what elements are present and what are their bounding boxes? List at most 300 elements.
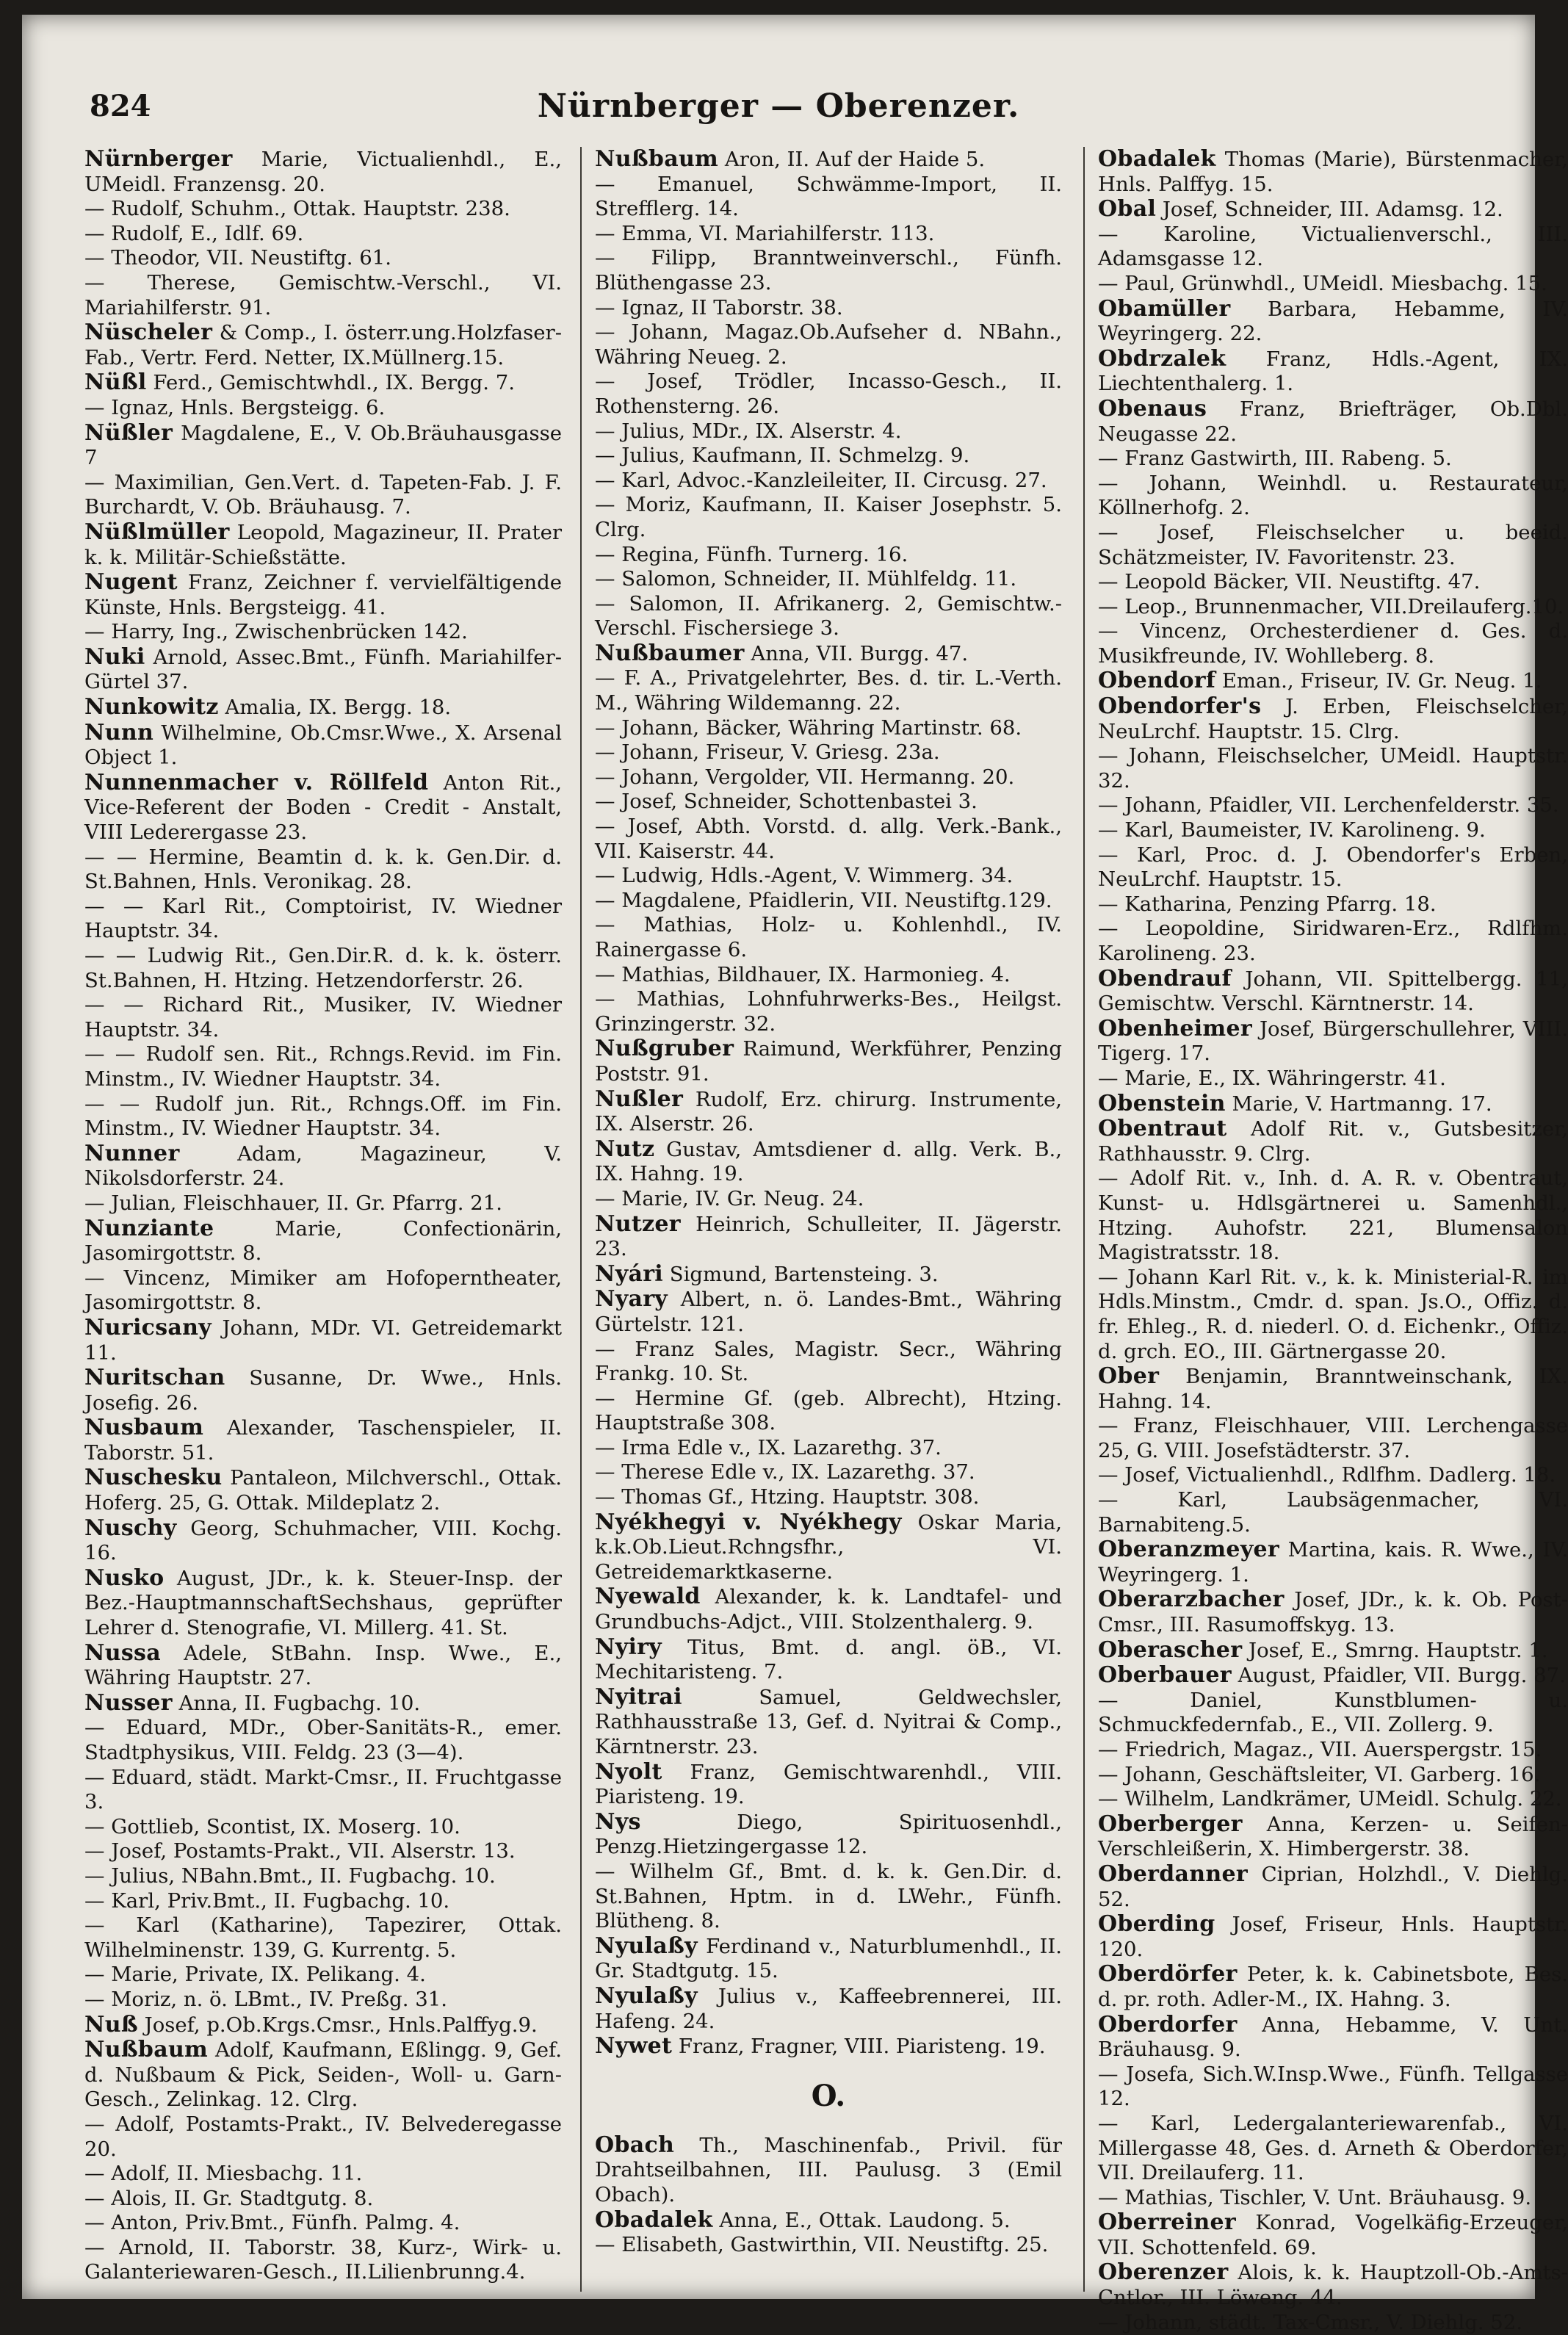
directory-entry [595, 1436, 1062, 1461]
entry-text: Peter, k. k. Cabinetsbote, Bes. d. pr. roth. Adler-M., IX. Hahng. 3. [1098, 1963, 1568, 2011]
page-title: Nürnberger — Oberenzer. [537, 87, 1020, 125]
entry-text: Alexander, k. k. Landtafel- und Grundbuchs-Adjct., VIII. Stolzenthalerg. 9. [595, 1585, 1062, 1634]
directory-entry [84, 197, 562, 222]
entry-text: — Hermine Gf. (geb. Albrecht), Htzing. Hauptstraße 308. [595, 1386, 1062, 1435]
entry-text: — Karl, Baumeister, IV. Karolineng. 9. [1098, 818, 1486, 842]
entry-text: — Emma, VI. Mariahilferstr. 113. [595, 221, 935, 245]
entry-text: — Magdalene, Pfaidlerin, VII. Neustiftg.129. [595, 888, 1052, 912]
entry-surname: Nuschy [84, 1515, 177, 1541]
entry-text: — Franz Gastwirth, III. Rabeng. 5. [1098, 447, 1452, 471]
entry-surname: Nussa [84, 1639, 161, 1666]
entry-text: — Johann, städt. Tax-Cmsr., V. Diehlg. 52. [1098, 2310, 1523, 2334]
entry-text: Susanne, Dr. Wwe., Hnls. Josefig. 26. [84, 1366, 562, 1415]
entry-text: — Theodor, VII. Neustiftg. 61. [84, 246, 392, 270]
directory-entry [84, 147, 562, 197]
directory-entry [1098, 2210, 1568, 2260]
directory-entry [595, 1934, 1062, 1984]
entry-text: Alois, k. k. Hauptzoll-Ob.-Amts-Cntlor., III. Löweng. 44. [1098, 2261, 1568, 2310]
directory-entry [1098, 668, 1568, 694]
entry-surname: Obendrauf [1098, 965, 1232, 992]
entry-text: — Julius, MDr., IX. Alserstr. 4. [595, 419, 902, 443]
entry-text: — Karl, Advoc.-Kanzleileiter, II. Circusg. 27. [595, 468, 1047, 492]
entry-text: — Karl, Laubsägenmacher, VI. Barnabiteng.5. [1098, 1488, 1568, 1537]
directory-entry [1098, 2311, 1568, 2335]
directory-entry [84, 695, 562, 721]
entry-text: Pantaleon, Milchverschl., Ottak. Hoferg. 25, G. Ottak. Mildeplatz 2. [84, 1466, 562, 1515]
column-divider [1083, 147, 1085, 2292]
entry-text: — Vincenz, Mimiker am Hofoperntheater, Jasomirgottstr. 8. [84, 1266, 562, 1315]
directory-entry [84, 1839, 562, 1864]
entry-text: & Comp., I. österr.ung.Holzfaser-Fab., Vertr. Ferd. Netter, IX.Müllnerg.15. [84, 321, 562, 369]
entry-text: Adele, StBahn. Insp. Wwe., E., Währing Hauptstr. 27. [84, 1641, 562, 1690]
directory-entry [595, 147, 1062, 173]
entry-text: Anna, VII. Burgg. 47. [744, 641, 969, 665]
directory-entry [595, 1460, 1062, 1485]
directory-entry [595, 1810, 1062, 1860]
directory-entry [1098, 2112, 1568, 2186]
directory-entry [1098, 818, 1568, 843]
entry-surname: Nuschesku [84, 1465, 223, 1491]
entry-surname: Nyári [595, 1260, 663, 1287]
entry-surname: Obdrzalek [1098, 345, 1226, 372]
directory-entry [1098, 1638, 1568, 1664]
entry-text: — Irma Edle v., IX. Lazarethg. 37. [595, 1435, 942, 1459]
column-divider [580, 147, 582, 2292]
entry-text: — Adolf Rit. v., Inh. d. A. R. v. Obentraut, Kunst- u. Hdlsgärtnerei u. Samenhdl., Htzing. Auhofstr. 221, Blumensalon Magistratsstr. 18. [1098, 1166, 1568, 1265]
entry-text: — Friedrich, Magaz., VII. Auerspergstr. 15. [1098, 1738, 1542, 1761]
entry-surname: Nunnenmacher v. Röllfeld [84, 769, 429, 795]
directory-entry [595, 246, 1062, 295]
directory-entry [84, 1191, 562, 1216]
entry-text: — Therese, Gemischtw.-Verschl., VI. Mariahilferstr. 91. [84, 270, 562, 320]
entry-surname: Nußbaumer [595, 640, 745, 666]
directory-entry [84, 1641, 562, 1691]
entry-text: — Leopold Bäcker, VII. Neustiftg. 47. [1098, 570, 1481, 594]
entry-surname: Nyékhegyi v. Nyékhegy [595, 1509, 902, 1535]
entry-surname: Obadalek [595, 2206, 713, 2233]
entry-text: Benjamin, Branntweinschank, IX. Hahng. 14. [1098, 1365, 1568, 1413]
directory-entry [1098, 1067, 1568, 1091]
directory-entry [84, 1415, 562, 1465]
entry-text: — — Karl Rit., Comptoirist, IV. Wiedner Hauptstr. 34. [84, 894, 562, 943]
entry-surname: Oberarzbacher [1098, 1587, 1285, 1613]
directory-entry [595, 666, 1062, 715]
entry-surname: Nuritschan [84, 1365, 225, 1391]
directory-entry [1098, 1091, 1568, 1117]
entry-text: — Karl, Priv.Bmt., II. Fugbachg. 10. [84, 1888, 450, 1913]
directory-entry [595, 1338, 1062, 1387]
entry-text: — Karl, Ledergalanteriewarenfab., VI. Millergasse 48, Ges. d. Arneth & Oberdorfer, VII. Dreilauferg. 11. [1098, 2111, 1568, 2185]
directory-entry [1098, 1488, 1568, 1537]
entry-text: — Leop., Brunnenmacher, VII.Dreilauferg.10. [1098, 594, 1564, 618]
directory-entry [595, 444, 1062, 469]
directory-entry [84, 1913, 562, 1963]
directory-entry [1098, 843, 1568, 892]
directory-entry [84, 471, 562, 520]
entry-text: Oskar Maria, k.k.Ob.Lieut.Rchngsfhr., VI. Getreidemarktkaserne. [595, 1510, 1062, 1584]
entry-text: Albert, n. ö. Landes-Bmt., Währing Gürtelstr. 121. [595, 1288, 1062, 1336]
entry-surname: Nusbaum [84, 1415, 204, 1441]
directory-entry [595, 2233, 1062, 2258]
directory-entry [595, 1860, 1062, 1934]
entry-text: Amalia, IX. Bergg. 18. [218, 696, 452, 720]
entry-text: — Salomon, II. Afrikanerg. 2, Gemischtw.-Verschl. Fischersiege 3. [595, 591, 1062, 640]
directory-entry [1098, 694, 1568, 744]
directory-entry [595, 740, 1062, 765]
entry-text: Diego, Spirituosenhdl., Penzg.Hietzingergasse 12. [595, 1810, 1062, 1859]
entry-text: Rudolf, Erz. chirurg. Instrumente, IX. Alserstr. 26. [595, 1087, 1062, 1136]
directory-entry [84, 421, 562, 471]
entry-text: Heinrich, Schulleiter, II. Jägerstr. 23. [595, 1212, 1062, 1261]
entry-surname: Nüßler [84, 419, 173, 446]
directory-entry [595, 1187, 1062, 1212]
directory-entry [595, 173, 1062, 222]
directory-entry [84, 895, 562, 944]
entry-text: Barbara, Hebamme, IV. Weyringerg. 22. [1098, 297, 1568, 346]
entry-surname: Nunner [84, 1140, 180, 1166]
entry-surname: Nyewald [595, 1584, 701, 1610]
entry-text: — Johann Karl Rit. v., k. k. Ministerial-R. im Hdls.Minstm., Cmdr. d. span. Js.O., Offiz. d. fr. Ehleg., R. d. niederl. O. d. Eichenkr., Offiz. d. grch. EO., III. Gärtnergasse 20. [1098, 1265, 1568, 1363]
entry-text: — Johann, Weinhdl. u. Restaurateur, Köllnerhofg. 2. [1098, 471, 1568, 520]
directory-entry [84, 845, 562, 895]
directory-entry [84, 1365, 562, 1415]
directory-entry [84, 2112, 562, 2162]
directory-entry [1098, 793, 1568, 818]
entry-text: — Thomas Gf., Htzing. Hauptstr. 308. [595, 1485, 980, 1509]
entry-text: — Wilhelm Gf., Bmt. d. k. k. Gen.Dir. d. St.Bahnen, Hptm. in d. LWehr., Fünfh. Blütheng. 8. [595, 1859, 1062, 1933]
entry-text: — Josef, Postamts-Prakt., VII. Alserstr. 13. [84, 1839, 516, 1863]
entry-text: Franz, Fragner, VIII. Piaristeng. 19. [672, 2035, 1046, 2059]
directory-entry [1098, 595, 1568, 620]
entry-text: — Josef, Abth. Vorstd. d. allg. Verk.-Bank., VII. Kaiserstr. 44. [595, 815, 1062, 863]
directory-entry [595, 493, 1062, 542]
entry-text: Franz, Hdls.-Agent, IX. Liechtenthalerg. 1. [1098, 347, 1568, 396]
entry-text: — Wilhelm, Landkrämer, UMeidl. Schulg. 22. [1098, 1787, 1562, 1811]
directory-entry [1098, 472, 1568, 521]
entry-text: — Paul, Grünwhdl., UMeidl. Miesbachg. 15. [1098, 271, 1547, 295]
column-1 [84, 147, 562, 2292]
directory-entry [595, 2208, 1062, 2234]
entry-text: — Moriz, Kaufmann, II. Kaiser Josephstr. 5. Clrg. [595, 493, 1062, 541]
directory-entry [1098, 2186, 1568, 2211]
directory-entry [1098, 2013, 1568, 2062]
directory-entry [595, 815, 1062, 864]
entry-text: Adolf, Kaufmann, Eßlingg. 9, Gef. d. Nußbaum & Pick, Seiden-, Woll- u. Garn-Gesch., Zelinkag. 12. Clrg. [84, 2038, 562, 2112]
entry-surname: Nüßlmüller [84, 519, 230, 545]
entry-text: Konrad, Vogelkäfig-Erzeuger, VII. Schottenfeld. 69. [1098, 2211, 1568, 2259]
entry-text: Anna, E., Ottak. Laudong. 5. [712, 2208, 1011, 2232]
directory-entry [595, 1036, 1062, 1086]
directory-entry [84, 370, 562, 396]
entry-text: — Vincenz, Orchesterdiener d. Ges. d. Musikfreunde, IV. Wohlleberg. 8. [1098, 619, 1568, 668]
entry-text: — Johann, Bäcker, Währing Martinstr. 68. [595, 715, 1022, 740]
directory-entry [595, 889, 1062, 914]
directory-entry [1098, 1862, 1568, 1912]
directory-entry [84, 2162, 562, 2187]
entry-surname: Obenaus [1098, 395, 1207, 422]
entry-surname: Oberdorfer [1098, 2011, 1238, 2038]
entry-text: Ferdinand v., Naturblumenhdl., II. Gr. Stadtgutg. 15. [595, 1934, 1062, 1983]
entry-text: — Maximilian, Gen.Vert. d. Tapeten-Fab. J. F. Burchardt, V. Ob. Bräuhausg. 7. [84, 470, 562, 519]
entry-text: Samuel, Geldwechsler, Rathhausstraße 13, Gef. d. Nyitrai & Comp., Kärntnerstr. 23. [595, 1685, 1062, 1758]
directory-entry [84, 770, 562, 845]
directory-entry [84, 1963, 562, 1988]
entry-surname: Oberascher [1098, 1636, 1243, 1663]
directory-entry [84, 320, 562, 370]
entry-text: Franz, Briefträger, Ob.Dbl. Neugasse 22. [1098, 397, 1568, 446]
directory-entry [84, 1716, 562, 1765]
entry-surname: Nyary [595, 1286, 668, 1313]
entry-text: Eman., Friseur, IV. Gr. Neug. 1. [1215, 669, 1542, 693]
directory-entry [84, 396, 562, 421]
entry-text: Johann, MDr. VI. Getreidemarkt 11. [84, 1316, 562, 1365]
entry-text: — Daniel, Kunstblumen- u. Schmuckfedernfab., E., VII. Zollerg. 9. [1098, 1688, 1568, 1737]
directory-entry [1098, 1537, 1568, 1587]
entry-text: — Anton, Priv.Bmt., Fünfh. Palmg. 4. [84, 2211, 460, 2235]
entry-surname: Nusko [84, 1565, 165, 1591]
directory-entry [1098, 619, 1568, 668]
entry-surname: Nüßl [84, 369, 147, 396]
entry-text: — Leopoldine, Siridwaren-Erz., Rdlfhm. Karolineng. 23. [1098, 917, 1568, 965]
entry-text: — Mathias, Holz- u. Kohlenhdl., IV. Rainergasse 6. [595, 913, 1062, 961]
directory-entry [1098, 297, 1568, 347]
entry-surname: Nunkowitz [84, 694, 219, 721]
entry-surname: Oberding [1098, 1911, 1215, 1938]
entry-surname: Nüscheler [84, 320, 213, 346]
entry-text: Titus, Bmt. d. angl. öB., VI. Mechitaristeng. 7. [595, 1635, 1062, 1684]
entry-text: — Alois, II. Gr. Stadtgutg. 8. [84, 2186, 374, 2210]
entry-text: Gustav, Amtsdiener d. allg. Verk. B., IX. Hahng. 19. [595, 1137, 1062, 1186]
entry-text: Sigmund, Bartensteing. 3. [663, 1262, 939, 1286]
entry-surname: Oberberger [1098, 1811, 1243, 1837]
entry-text: — F. A., Privatgelehrter, Bes. d. tir. L.-Verth. M., Währing Wildemanng. 22. [595, 666, 1062, 715]
entry-text: Aron, II. Auf der Haide 5. [718, 148, 986, 171]
directory-entry [1098, 447, 1568, 472]
directory-entry [84, 246, 562, 271]
entry-text: — Karl (Katharine), Tapezirer, Ottak. Wilhelminenstr. 139, G. Kurrentg. 5. [84, 1913, 562, 1962]
entry-text: Ciprian, Holzhdl., V. Diehlg. 52. [1098, 1862, 1568, 1911]
entry-text: Anna, II. Fugbachg. 10. [172, 1691, 421, 1715]
entry-text: — Elisabeth, Gastwirthin, VII. Neustiftg. 25. [595, 2233, 1049, 2257]
directory-entry [1098, 223, 1568, 272]
section-letter: O. [811, 2078, 846, 2113]
entry-text: Marie, V. Hartmanng. 17. [1225, 1091, 1492, 1116]
entry-text: Anton Rit., Vice-Referent der Boden - Credit - Anstalt, VIII Lederergasse 23. [84, 770, 562, 845]
entry-surname: Nuki [84, 643, 145, 670]
directory-entry [84, 2236, 562, 2285]
entry-text: — Mathias, Lohnfuhrwerks-Bes., Heilgst. Grinzingerstr. 32. [595, 987, 1062, 1036]
directory-entry [1098, 1463, 1568, 1488]
entry-text: Georg, Schuhmacher, VIII. Kochg. 16. [84, 1516, 562, 1565]
entry-surname: Obal [1098, 196, 1157, 223]
entry-text: — Emanuel, Schwämme-Import, II. Strefflerg. 14. [595, 172, 1062, 221]
entry-text: — Ignaz, II Taborstr. 38. [595, 295, 843, 320]
entry-text: — Julian, Fleischhauer, II. Gr. Pfarrg. 21. [84, 1191, 503, 1215]
entry-surname: Obenstein [1098, 1090, 1226, 1116]
entry-text: — — Ludwig Rit., Gen.Dir.R. d. k. k. österr. St.Bahnen, H. Htzing. Hetzendorferstr. 26. [84, 944, 562, 992]
entry-surname: Nußbaum [595, 146, 719, 172]
directory-entry [595, 987, 1062, 1036]
directory-entry [1098, 397, 1568, 447]
entry-surname: Nutz [595, 1136, 655, 1162]
page-header [22, 15, 1535, 125]
directory-entry [1098, 917, 1568, 966]
entry-surname: Nyolt [595, 1758, 662, 1785]
directory-entry [1098, 1116, 1568, 1166]
directory-entry [595, 963, 1062, 988]
entry-text: — Josef, Trödler, Incasso-Gesch., II. Rothensterng. 26. [595, 369, 1062, 418]
entry-text: Franz, Zeichner f. vervielfältigende Künste, Hnls. Bergsteigg. 41. [84, 571, 562, 619]
directory-entry [84, 620, 562, 645]
entry-surname: Obamüller [1098, 295, 1231, 322]
entry-surname: Oberanzmeyer [1098, 1537, 1280, 1563]
directory-entry [595, 716, 1062, 741]
entry-surname: Oberenzer [1098, 2259, 1229, 2286]
directory-entry [1098, 1763, 1568, 1788]
directory-entry [595, 1584, 1062, 1634]
entry-text: Anna, Hebamme, V. Unt. Bräuhausg. 9. [1098, 2013, 1568, 2062]
directory-entry [595, 765, 1062, 790]
entry-surname: Nyulaßy [595, 1932, 698, 1959]
entry-surname: Nyiry [595, 1634, 662, 1660]
entry-text: — Eduard, städt. Markt-Cmsr., II. Fruchtgasse 3. [84, 1765, 562, 1814]
directory-entry [595, 790, 1062, 815]
entry-text: — Johann, Friseur, V. Griesg. 23a. [595, 740, 940, 765]
entry-text: — Harry, Ing., Zwischenbrücken 142. [84, 620, 468, 644]
directory-entry [84, 1092, 562, 1141]
entry-text: Magdalene, E., V. Ob.Bräuhausgasse 7 [84, 421, 562, 470]
directory-entry [84, 1766, 562, 1815]
entry-text: — Josef, Victualienhdl., Rdlfhm. Dadlerg. 18. [1098, 1463, 1556, 1487]
directory-entry [84, 1465, 562, 1515]
directory-entry [84, 1988, 562, 2013]
directory-entry [595, 592, 1062, 641]
entry-text: — Therese Edle v., IX. Lazarethg. 37. [595, 1460, 975, 1484]
directory-entry [1098, 1663, 1568, 1689]
entry-text: — Regina, Fünfh. Turnerg. 16. [595, 542, 908, 566]
directory-columns [84, 146, 1568, 2334]
directory-entry [84, 520, 562, 570]
entry-text: Anna, Kerzen- u. Seifen-Verschleißerin, X. Himbergerstr. 38. [1098, 1812, 1568, 1861]
directory-entry [595, 1760, 1062, 1810]
directory-entry [1098, 2062, 1568, 2112]
directory-entry [595, 1510, 1062, 1585]
entry-surname: Nußbaum [84, 2037, 209, 2063]
directory-entry [1098, 1414, 1568, 1463]
directory-entry [84, 1889, 562, 1914]
entry-text: — Marie, IV. Gr. Neug. 24. [595, 1186, 864, 1210]
directory-entry [1098, 1364, 1568, 1414]
entry-text: — Marie, E., IX. Währingerstr. 41. [1098, 1066, 1446, 1090]
directory-entry [84, 570, 562, 620]
entry-text: Wilhelmine, Ob.Cmsr.Wwe., X. Arsenal Object 1. [84, 721, 562, 770]
entry-surname: Nyitrai [595, 1683, 682, 1710]
directory-entry [1098, 1266, 1568, 1364]
entry-text: — Julius, Kaufmann, II. Schmelzg. 9. [595, 444, 970, 468]
entry-text: — — Hermine, Beamtin d. k. k. Gen.Dir. d. St.Bahnen, Hnls. Veronikag. 28. [84, 845, 562, 894]
entry-text: — Eduard, MDr., Ober-Sanitäts-R., emer. Stadtphysikus, VIII. Feldg. 23 (3—4). [84, 1716, 562, 1764]
directory-entry [595, 369, 1062, 419]
entry-text: — Rudolf, Schuhm., Ottak. Hauptstr. 238. [84, 197, 510, 221]
entry-surname: Nywet [595, 2033, 673, 2060]
entry-text: Josef, E., Smrng. Hauptstr. 1. [1242, 1638, 1548, 1662]
directory-entry [1098, 2260, 1568, 2310]
entry-text: Marie, Confectionärin, Jasomirgottstr. 8. [84, 1216, 562, 1266]
entry-text: — Katharina, Penzing Pfarrg. 18. [1098, 892, 1437, 916]
entry-surname: Oberbauer [1098, 1662, 1232, 1689]
entry-text: Ferd., Gemischtwhdl., IX. Bergg. 7. [146, 371, 515, 395]
entry-surname: Nußler [595, 1086, 684, 1112]
entry-surname: Nunziante [84, 1215, 214, 1241]
directory-entry [84, 1516, 562, 1566]
directory-entry [84, 993, 562, 1042]
column-2 [595, 147, 1062, 2292]
directory-entry [595, 1485, 1062, 1510]
entry-surname: Nusser [84, 1689, 173, 1716]
directory-entry [84, 1216, 562, 1266]
directory-entry [595, 641, 1062, 667]
directory-entry [595, 1387, 1062, 1436]
directory-entry [1098, 1962, 1568, 2012]
entry-text: — Johann, Vergolder, VII. Hermanng. 20. [595, 765, 1015, 789]
entry-text: — Josefa, Sich.W.Insp.Wwe., Fünfh. Tellgasse 12. [1098, 2062, 1568, 2111]
entry-surname: Obenheimer [1098, 1015, 1252, 1042]
directory-entry [1098, 967, 1568, 1017]
directory-entry [84, 645, 562, 695]
directory-entry [84, 721, 562, 770]
entry-surname: Ober [1098, 1363, 1160, 1390]
entry-surname: Oberdanner [1098, 1861, 1248, 1887]
page-number: 824 [90, 89, 151, 123]
directory-entry [1098, 147, 1568, 197]
directory-entry [84, 2038, 562, 2112]
entry-text: — Rudolf, E., Idlf. 69. [84, 221, 304, 245]
entry-text: — Josef, Schneider, Schottenbastei 3. [595, 790, 978, 814]
entry-surname: Obendorfer's [1098, 693, 1262, 720]
entry-text: Josef, Bürgerschullehrer, VIII. Tigerg. 17. [1098, 1017, 1568, 1066]
entry-text: Josef, JDr., k. k. Ob. Post-Cmsr., III. Rasumoffskyg. 13. [1098, 1588, 1568, 1637]
directory-entry [84, 1864, 562, 1889]
entry-text: — Franz Sales, Magistr. Secr., Währing Frankg. 10. St. [595, 1337, 1062, 1386]
directory-page [22, 15, 1568, 2334]
entry-text: — Karoline, Victualienverschl., III. Adamsgasse 12. [1098, 222, 1568, 271]
directory-entry [84, 1691, 562, 1717]
directory-entry [595, 469, 1062, 494]
entry-text: Franz, Gemischtwarenhdl., VIII. Piaristeng. 19. [595, 1760, 1062, 1809]
entry-surname: Nys [595, 1808, 641, 1835]
directory-entry [1098, 1812, 1568, 1862]
entry-text: — Franz, Fleischhauer, VIII. Lerchengasse 25, G. VIII. Josefstädterstr. 37. [1098, 1414, 1568, 1462]
entry-text: Adam, Magazineur, V. Nikolsdorferstr. 24. [84, 1141, 562, 1191]
column-3 [1098, 146, 1568, 2334]
directory-entry [595, 1212, 1062, 1262]
entry-text: — Mathias, Bildhauer, IX. Harmonieg. 4. [595, 962, 1011, 986]
entry-surname: Nyulaßy [595, 1982, 698, 2009]
directory-entry [595, 913, 1062, 962]
entry-text: Th., Maschinenfab., Privil. für Drahtseilbahnen, III. Paulusg. 3 (Emil Obach). [595, 2133, 1062, 2206]
entry-text: Raimund, Werkführer, Penzing Poststr. 91. [595, 1037, 1062, 1086]
directory-entry [595, 543, 1062, 568]
entry-text: Arnold, Assec.Bmt., Fünfh. Mariahilfer-Gürtel 37. [84, 645, 562, 694]
directory-entry [84, 271, 562, 320]
directory-entry [84, 1042, 562, 1091]
entry-text: — Johann, Pfaidler, VII. Lerchenfelderstr. 35. [1098, 793, 1559, 818]
entry-surname: Nutzer [595, 1210, 681, 1237]
entry-surname: Obach [595, 2132, 675, 2158]
entry-text: — Gottlieb, Scontist, IX. Moserg. 10. [84, 1814, 460, 1838]
entry-text: — Adolf, Postamts-Prakt., IV. Belvederegasse 20. [84, 2112, 562, 2161]
entry-surname: Nuß [84, 2011, 138, 2038]
